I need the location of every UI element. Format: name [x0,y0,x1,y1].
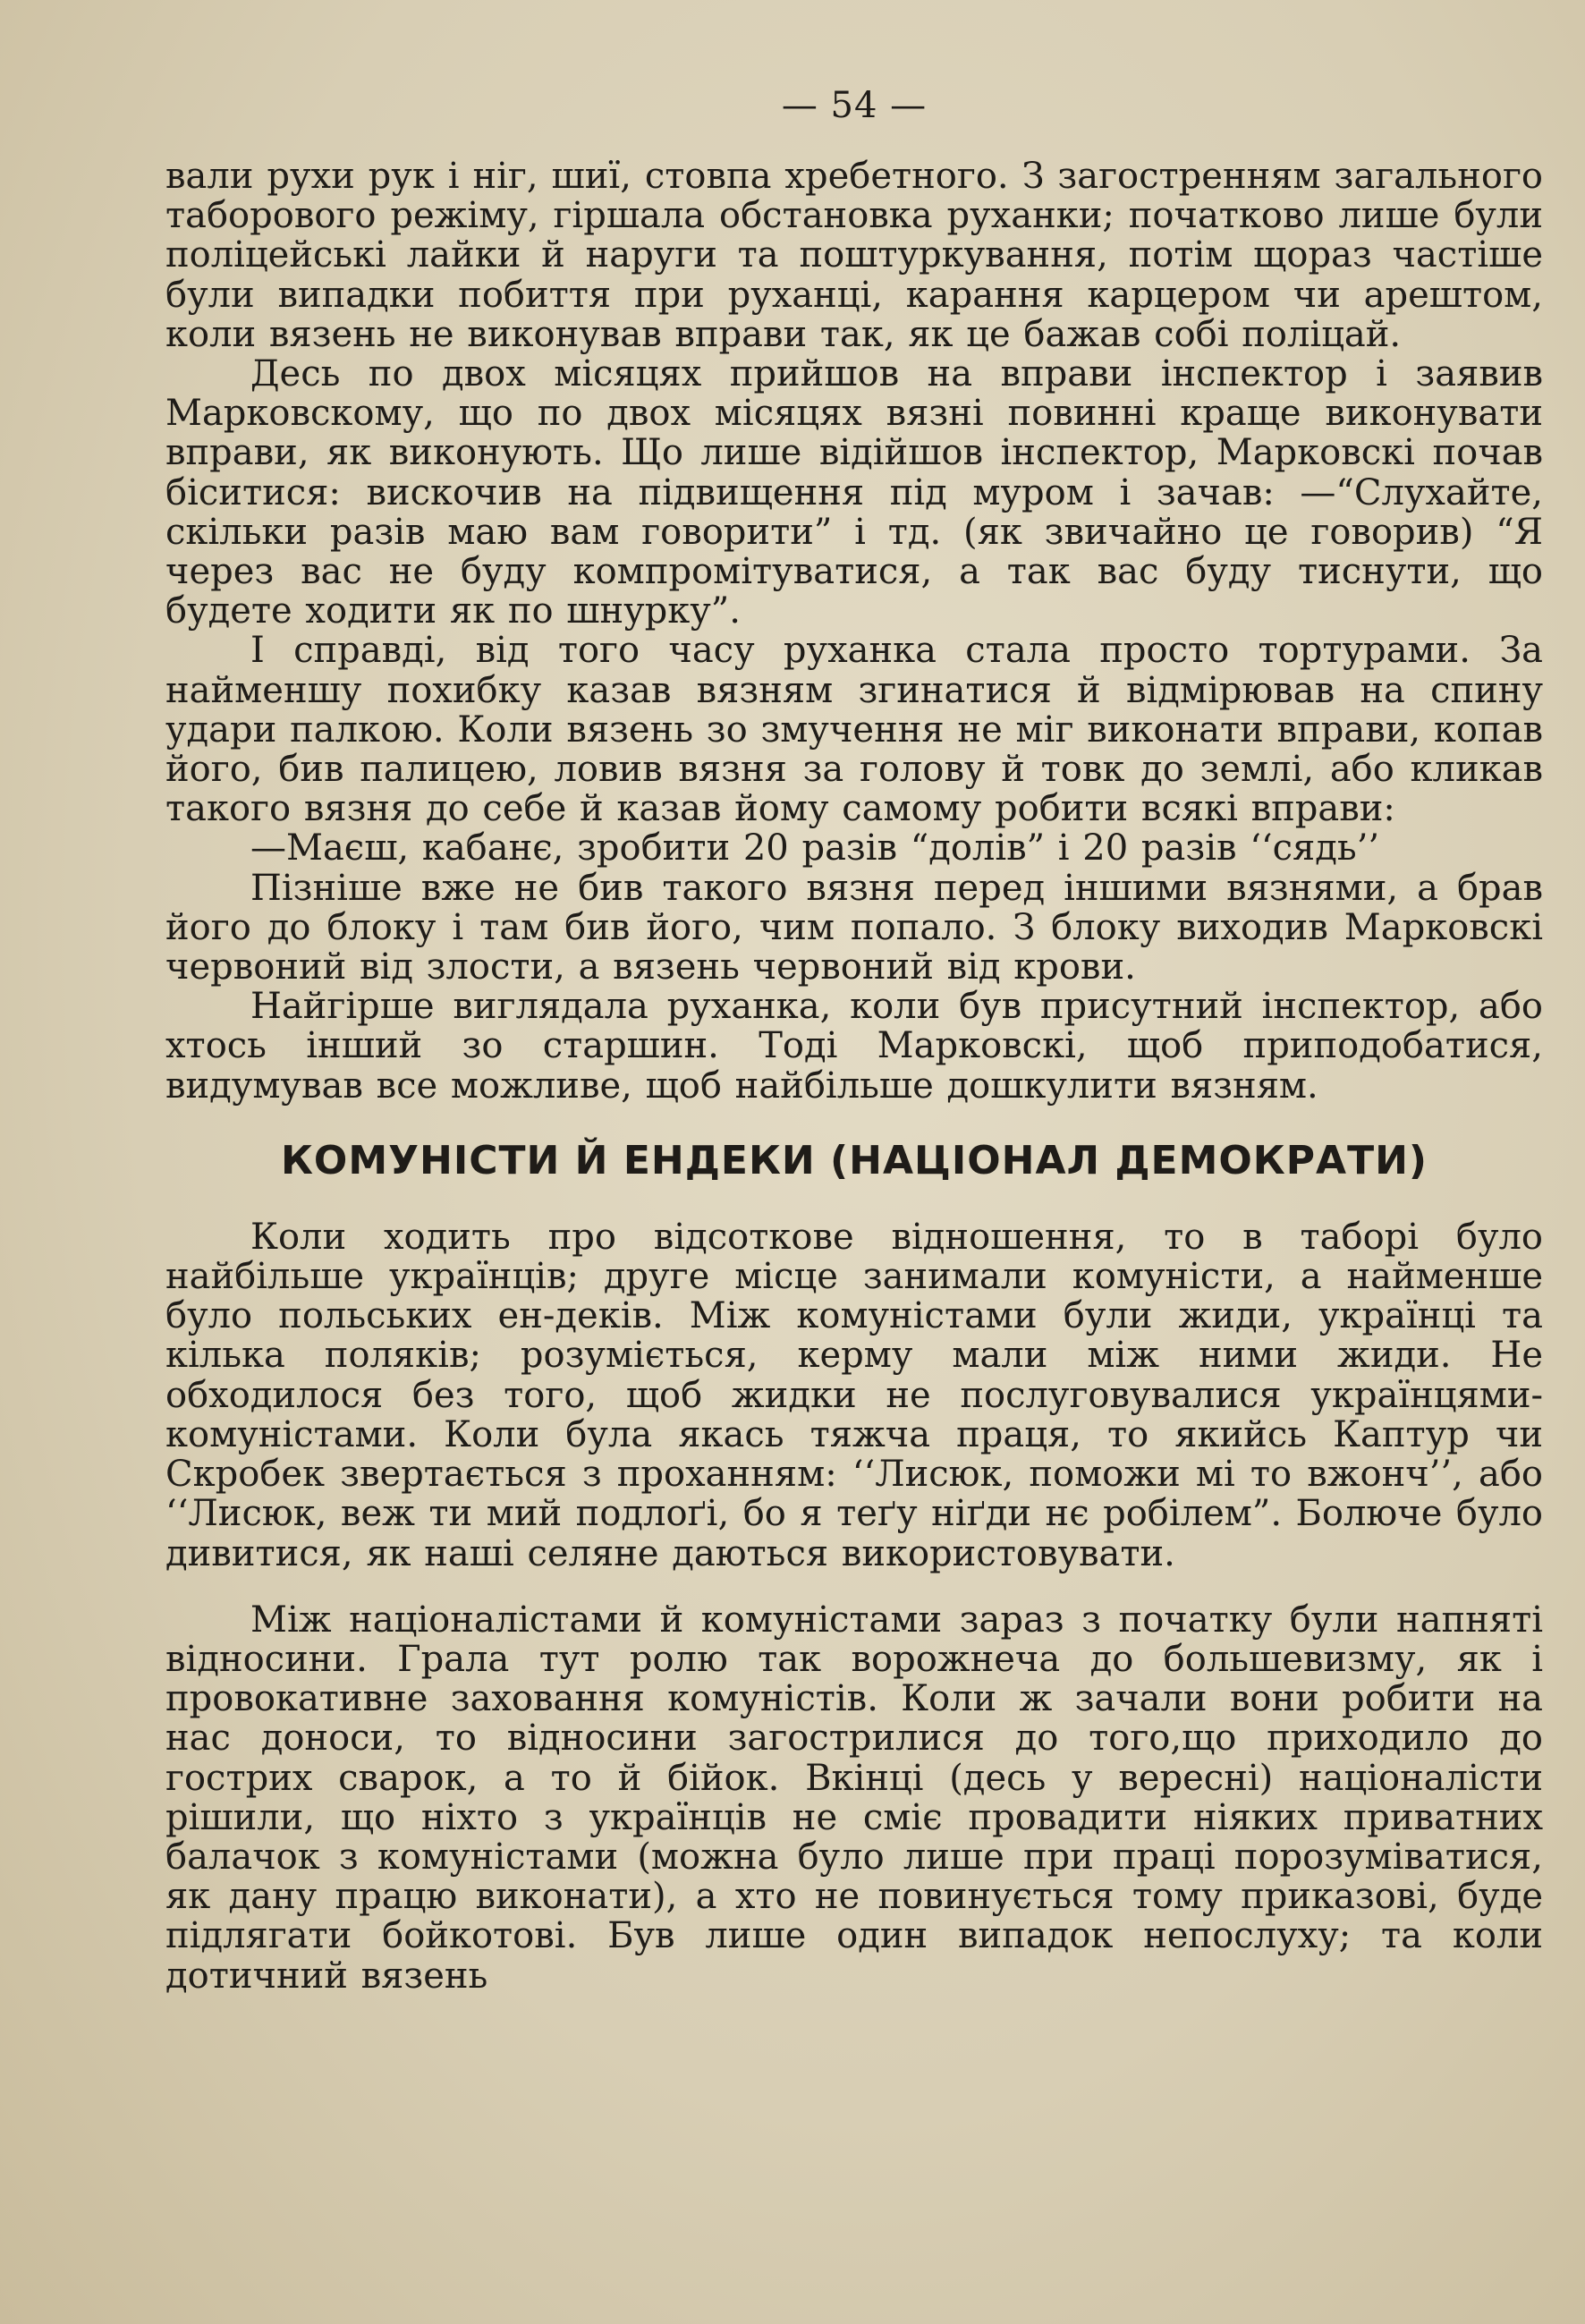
paragraph-torture: І справді, від того часу руханка стала просто тортурами. За найменшу похибку казав вязням згинатися й відмірював на спину удари палкою. Коли вязень зо змучення не міг виконати вправи, копав його, бив палицею, ловив вязня за голову й товк до землі, або кликав такого вязня до себе й казав йому самому робити всякі вправи: [165,630,1543,830]
page-number: — 54 — [781,85,928,126]
book-page [165,85,1543,1996]
paragraph-percentages: Коли ходить про відсоткове відношення, то в таборі було найбільше українців; друге місце занимали комуністи, а найменше було польських ен-деків. Між комуністами були жиди, українці та кілька поляків; розуміється, керму мали між ними жиди. Не обходилося без того, щоб жидки не послуговувалися українцями-комуністами. Коли була якась тяжча праця, то якийсь Каптур чи Скробек звертається з проханням: ‘‘Лисюк, поможи мі то вжонч’’, або ‘‘Лисюк, веж ти мий подлоґі, бо я теґу ніґди нє робілем”. Болюче було дивитися, як наші селяне даються використовувати. [165,1216,1543,1574]
paragraph-inspector-visit: Десь по двох місяцях прийшов на вправи інспектор і заявив Марковскому, що по двох місяцях вязні повинні краще виконувати вправи, як виконують. Що лише відійшов інспектор, Марковскі почав бiситися: вискочив на підвищення під муром і зачав: —“Слухайте, скільки разів маю вам говорити” і тд. (як звичайно це говорив) “Я через вас не буду компромітуватися, а так вас буду тиснути, що будете ходити як по шнурку”. [165,353,1543,632]
paragraph-relations: Між націоналістами й комуністами зараз з початку були напняті відносини. Грала тут ролю так ворожнеча до большевизму, як і провокативне заховання комуністів. Коли ж зачали вони робити на нас доноси, то відносини загострилися до того,що приходило до гострих сварок, а то й бійок. Вкінці (десь у вересні) націоналісти рішили, що ніхто з українців не сміє провадити ніяких приватних балачок з комуністами (можна було лише при праці порозуміватися, як дану працю виконати), а хто не повинується тому приказові, буде підлягати бойкотові. Був лише один випадок непослуху; та коли дотичний вязень [165,1599,1543,1997]
section-heading: КОМУНІСТИ Й ЕНДЕКИ (НАЦІОНАЛ ДЕМОКРАТИ) [280,1137,1428,1183]
paragraph-continued: вали рухи рук і ніг, шиї, стовпа хребетного. З загостренням загального таборового режіму, гіршала обстановка руханки; початково лише були поліцейські лайки й наруги та поштуркування, потім щораз частіше були випадки побиття при руханці, карання карцером чи арештом, коли вязень не виконував вправи так, як це бажав собі поліцай. [165,156,1543,355]
paragraph-beating-in-block: Пізніше вже не бив такого вязня перед іншими вязнями, а брав його до блоку і там бив його, чим попало. З блоку виходив Марковскі червоний від злости, а вязень червоний від крови. [165,867,1543,988]
paragraph-quote: —Маєш, кабанє, зробити 20 разів “долів” і 20 разів ‘‘сядь’’ [250,827,1380,869]
paragraph-worst-exercise: Найгірше виглядала руханка, коли був присутний інспектор, або хтось інший зо старшин. Тоді Марковскі, щоб приподобатися, видумував все можливе, щоб найбільше дошкулити вязням. [165,986,1543,1107]
